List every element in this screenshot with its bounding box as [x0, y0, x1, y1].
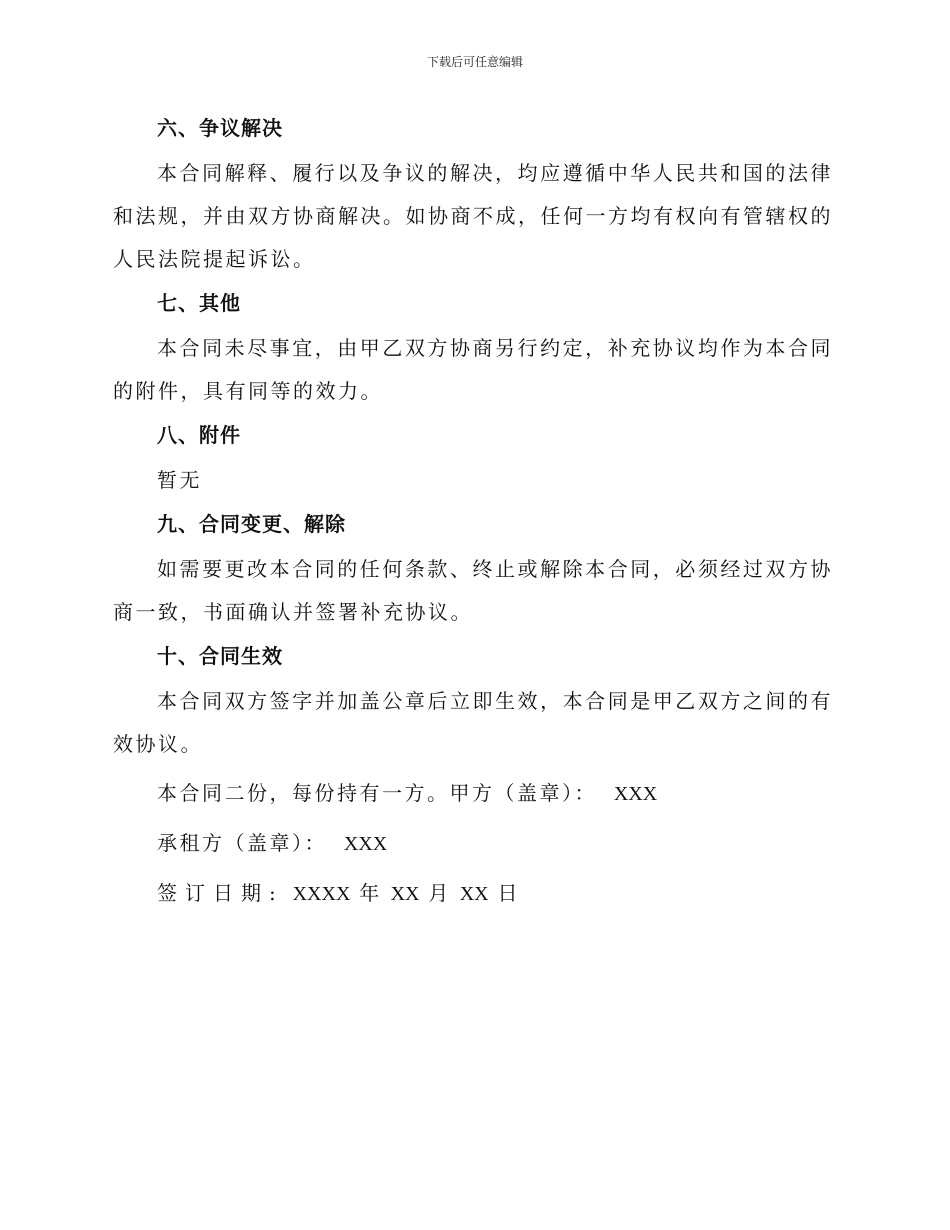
sign-date-year: XXXX — [292, 883, 351, 905]
section-heading-effect: 十、合同生效 — [157, 644, 283, 668]
section-heading-attachment: 八、附件 — [157, 423, 241, 447]
document-body — [113, 110, 833, 916]
sign-date-day: XX — [459, 883, 489, 905]
section-paragraph-attachment: 暂无 — [157, 468, 202, 492]
section-paragraph-dispute: 本合同解释、履行以及争议的解决，均应遵循中华人民共和国的法律和法规，并由双方协商解决。如协商不成，任何一方均有权向有管辖权的人民法院提起诉讼。 — [113, 161, 833, 271]
section-paragraph-other: 本合同未尽事宜，由甲乙双方协商另行约定，补充协议均作为本合同的附件，具有同等的效力。 — [113, 336, 833, 403]
sign-date-month: XX — [390, 883, 420, 905]
page-header: 下载后可任意编辑 — [426, 55, 523, 69]
sign-date-year-unit: 年 — [359, 881, 382, 905]
party-b-line — [113, 822, 833, 866]
section-heading-dispute: 六、争议解决 — [157, 116, 283, 140]
party-a-value: XXX — [613, 783, 658, 805]
section-heading-change: 九、合同变更、解除 — [157, 512, 346, 536]
party-b-value: XXX — [343, 833, 388, 855]
section-heading-other: 七、其他 — [157, 291, 241, 315]
copies-text: 本合同二份，每份持有一方。甲方（盖章）： — [157, 781, 597, 805]
sign-date-line — [113, 872, 833, 916]
party-b-label: 承租方（盖章）： — [157, 831, 327, 855]
copies-line — [113, 772, 833, 816]
sign-date-month-unit: 月 — [428, 881, 451, 905]
section-paragraph-change: 如需要更改本合同的任何条款、终止或解除本合同，必须经过双方协商一致，书面确认并签署补充协议。 — [113, 557, 833, 624]
section-paragraph-effect: 本合同双方签字并加盖公章后立即生效，本合同是甲乙双方之间的有效协议。 — [113, 689, 833, 756]
sign-date-day-unit: 日 — [497, 881, 520, 905]
sign-date-label: 签订日期: — [157, 881, 284, 905]
